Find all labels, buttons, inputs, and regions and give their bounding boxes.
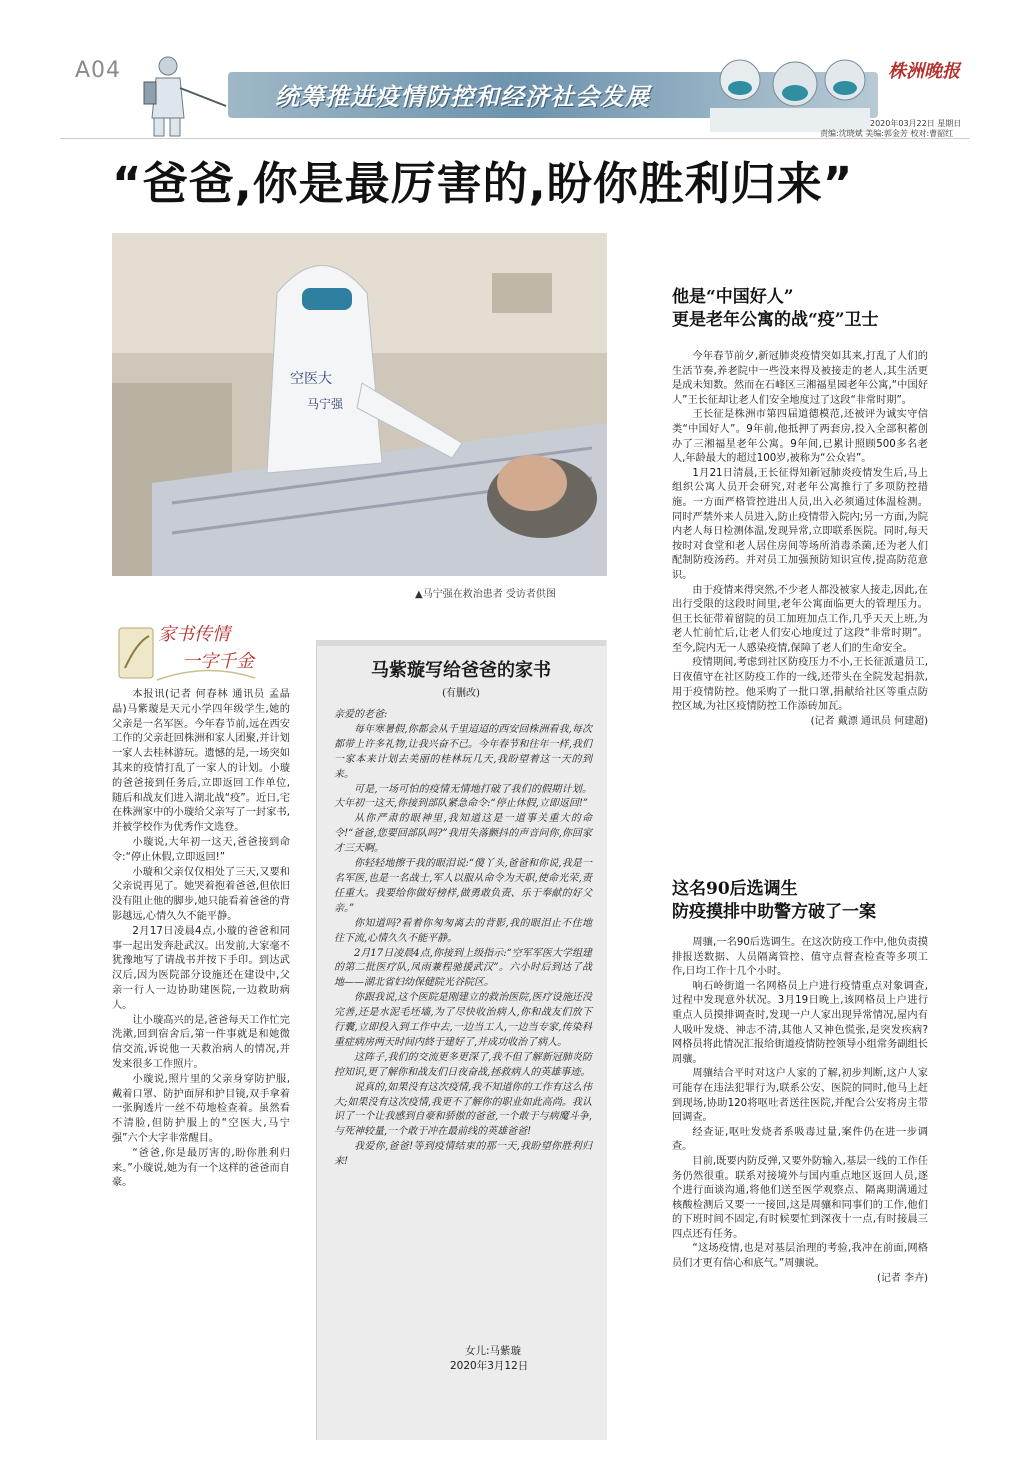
suit-writing-1: 空医大	[290, 371, 332, 387]
story-three-paragraph: 周骧结合平时对这户人家的了解,初步判断,这户人家可能存在违法犯罪行为,联系公安、医院的同时,他马上赶到现场,协助120将呕吐者送往医院,并配合公安将房主带回调查。	[672, 1068, 928, 1124]
story-three	[672, 878, 928, 1286]
story-three-paragraph: 响石岭街道一名网格员上户进行疫情重点对象调查,过程中发现意外状况。3月19日晚上,该网格员上户进行重点人员摸排调查时,发现一户人家出现异常情况,屋内有人吸叶发烧、神志不清,其他人又神色慌张,是突发疾病?网格员将此情况汇报给街道疫情防控领导小组常务副组长周骧。	[672, 980, 928, 1065]
issue-date: 2020年03月22日 星期日	[870, 119, 962, 128]
letter-paragraph: 可是,一场可怕的疫情无情地打破了我们的假期计划。大年初一这天,你接到部队紧急命令:“停止休假,立即返回!”	[334, 783, 592, 810]
letter-paragraph: 你轻轻地擦干我的眼泪说:“傻丫头,爸爸和你说,我是一名军医,也是一名战士,军人以服从命令为天职,使命光荣,责任重大。我要给你做好榜样,做勇敢负责、乐于奉献的好父亲。”	[334, 858, 592, 914]
main-story-paragraph: 让小璇高兴的是,爸爸每天工作忙完洗漱,回到宿舍后,第一件事就是和她微信交流,诉说他一天救治病人的情况,并发来很多工作照片。	[112, 1014, 290, 1070]
main-story-paragraph: 本报讯(记者 何春林 通讯员 孟晶晶)马紫璇是天元小学四年级学生,她的父亲是一名军医。今年春节前,远在西安工作的父亲赶回株洲和家人团聚,并计划一家人去桂林游玩。遗憾的是,一场突如其来的疫情打乱了一家人的计划。小璇的爸爸接到任务后,立即返回工作单位,随后和战友们进入湖北战“疫”。近日,宅在株洲家中的小璇给父亲写了一封家书,并被学校作为优秀作文选登。	[112, 689, 290, 834]
story-two-paragraph: 由于疫情来得突然,不少老人都没被家人接走,因此,在出行受限的这段时间里,老年公寓面临更大的管理压力。但王长征带着留院的员工加班加点工作,几乎天天上班,为老人忙前忙后,让老人们安心地度过了这段“非常时期”。至今,院内无一人感染疫情,保障了老人们的生命安全。	[672, 584, 928, 654]
main-story	[112, 688, 290, 1191]
story-two-heading-line2: 更是老年公寓的战“疫”卫士	[672, 310, 879, 330]
letter-paragraph: 从你严肃的眼神里,我知道这是一道事关重大的命令!“爸爸,您要回部队吗?”我用失落颤抖的声音问你,你回家才三天啊。	[334, 813, 592, 855]
story-two	[672, 286, 928, 729]
main-headline: “爸爸,你是最厉害的,盼你胜利归来”	[112, 157, 854, 210]
suit-writing-2: 马宁强	[307, 397, 344, 411]
story-two-byline: (记者 戴漂 通讯员 何建超)	[810, 715, 928, 727]
main-story-paragraph: 小璇说,大年初一这天,爸爸接到命令:“停止休假,立即返回!”	[112, 836, 290, 863]
letter-paragraph: 这阵子,我们的交流更多更深了,我不但了解新冠肺炎防控知识,更了解你和战友们日夜奋战,拯救病人的英雄事迹。	[334, 1051, 592, 1078]
page-number: A04	[75, 58, 122, 83]
newspaper-logo: 株洲晚报	[888, 61, 960, 82]
letter-date: 2020年3月12日	[450, 1360, 529, 1372]
main-story-paragraph: “爸爸,你是最厉害的,盼你胜利归来。”小璇说,她为有一个这样的爸爸而自豪。	[112, 1147, 290, 1189]
story-two-paragraph: 今年春节前夕,新冠肺炎疫情突如其来,打乱了人们的生活节奏,养老院中一些没来得及被接走的老人,其生活更是成未知数。然而在石峰区三湘福星园老年公寓,“中国好人”王长征却让老人们安全地度过了这段“非常时期”。	[672, 351, 928, 406]
story-three-heading-line2: 防疫摸排中助警方破了一案	[672, 902, 876, 922]
letter-paragraph: 2月17日凌晨4点,你接到上级指示:“空军军医大学组建的第二批医疗队,凤雨兼程驰援武汉”。六小时后到达了战地——湖北省妇幼保健院光谷院区。	[334, 947, 592, 989]
story-two-heading-line1: 他是“中国好人”	[672, 287, 794, 307]
news-photo	[112, 233, 607, 576]
medical-staff-illustration	[700, 50, 875, 132]
story-two-paragraph: 1月21日清晨,王长征得知新冠肺炎疫情发生后,马上组织公寓人员开会研究,对老年公寓推行了多项防控措施。一方面严格管控进出人员,出入必须通过体温检测。同时严禁外来人员进入,防止疫情带入院内;另一方面,为院内老人每日检测体温,发现异常,立即联系医院。同时,每天按时对食堂和老人居住房间等场所消毒杀菌,还为老人们配制防疫汤药。并对员工加强预防知识宣传,提高防范意识。	[672, 467, 928, 581]
letter-salutation: 亲爱的老爸:	[334, 709, 388, 720]
letter-paragraph: 每年寒暑假,你都会从千里迢迢的西安回株洲看我,每次都带上许多礼物,让我兴奋不已。今年春节和往年一样,我们一家本来计划去美丽的桂林玩几天,我盼望着这一天的到来。	[334, 723, 592, 780]
main-story-paragraph: 小璇和父亲仅仅相处了三天,又要和父亲说再见了。她哭着抱着爸爸,但依旧没有阻止他的脚步,她只能看着爸爸的背影越远,心情久久不能平静。	[112, 866, 290, 922]
section-title: 统筹推进疫情防控和经济社会发展	[275, 83, 650, 111]
main-story-paragraph: 2月17日凌晨4点,小璇的爸爸和同事一起出发奔赴武汉。出发前,大家毫不犹豫地写了请战书并按下手印。到达武汉后,因为医院部分设施还在建设中,父亲一行人一边协助建医院,一边救助病人。	[112, 925, 290, 1011]
column-tag-line2: 一字千金	[182, 651, 254, 672]
story-two-paragraph: 王长征是株洲市第四届道德模范,还被评为诚实守信类“中国好人”。9年前,他抵押了两套房,投入全部积蓄创办了三湘福星老年公寓。9年间,已累计照顾500多名老人,年龄最大的超过100岁,被称为“公众岩”。	[672, 409, 928, 465]
masthead-divider	[60, 138, 970, 139]
story-two-paragraph: 疫情期间,考虑到社区防疫压力不小,王长征派遣员工,日夜值守在社区防疫工作的一线,还带头在全院发起捐款,用于疫情防控。他采购了一批口罩,捐献给社区等重点防控区域,为社区疫情防控工作添砖加瓦。	[672, 657, 928, 713]
letter-box-top-bar	[316, 640, 606, 646]
letter-paragraph: 你跟我说,这个医院是刚建立的救治医院,医疗设施还没完善,还是水泥毛坯墙,为了尽快收治病人,你和战友们放下行囊,立即投入到工作中去,一边当工人,一边当专家,传染科重症病房两天时间内終于建好了,并成功收治了病人。	[334, 992, 592, 1048]
story-three-paragraph: 周骧,一名90后选调生。在这次防疫工作中,他负责摸排报送数据、人员隔离管控、值守点督查检查等多项工作,日均工作十几个小时。	[672, 937, 928, 978]
disinfection-worker-illustration	[138, 48, 228, 138]
story-three-paragraph: 目前,既要内防反弹,又要外防输入,基层一线的工作任务仍然很重。联系对接境外与国内重点地区返回人员,逐个进行面谈沟通,将他们送至医学观察点、隔离期满通过核酸检测后又要一一接回,这是周骧和同事们的工作,他们的下班时间不固定,有时候要忙到深夜十一点,有时接晨三四点还有任务。	[672, 1155, 928, 1240]
column-tag-line1: 家书传情	[158, 624, 230, 645]
story-three-paragraph: “这场疫情,也是对基层治理的考验,我冲在前面,网格员们才更有信心和底气。”周骧说。	[672, 1243, 928, 1270]
letter-body	[334, 708, 592, 1170]
story-three-heading-line1: 这名90后选调生	[672, 879, 798, 899]
editor-credits: 责编:沈晓斌 美编:郭金芳 校对:曹韶红	[820, 129, 954, 138]
letter-note: (有删改)	[442, 688, 480, 699]
photo-caption: ▲马宁强在救治患者 受访者供图	[415, 589, 556, 600]
story-three-paragraph: 经查证,呕吐发烧者系吸毒过量,案件仍在进一步调查。	[672, 1126, 928, 1153]
letter-paragraph: 你知道吗?看着你匆匆离去的背影,我的眼泪止不住地往下流,心情久久不能平静。	[334, 917, 592, 944]
letter-title: 马紫璇写给爸爸的家书	[371, 660, 551, 681]
story-three-byline: (记者 李卉)	[877, 1272, 928, 1284]
letter-paragraph: 说真的,如果没有这次疫情,我不知道你的工作有这么伟大;如果没有这次疫情,我更不了解你的职业如此高尚。我认识了一个让我感到自豪和骄傲的爸爸,一个敢于与病魔斗争,与死神较量,一个敢于冲在最前线的英雄爸爸!	[334, 1081, 592, 1138]
letter-signature: 女儿:马紫璇	[465, 1345, 522, 1357]
main-story-paragraph: 小璇说,照片里的父亲身穿防护服,戴着口罩、防护面屏和护目镜,双手拿着一张胸透片一丝不苟地检查着。虽然看不清脸,但防护服上的“空医大,马宁强”六个大字非常醒目。	[112, 1073, 290, 1144]
letter-paragraph: 我爱你,爸爸!等到疫情结束的那一天,我盼望你胜利归来!	[334, 1141, 592, 1168]
